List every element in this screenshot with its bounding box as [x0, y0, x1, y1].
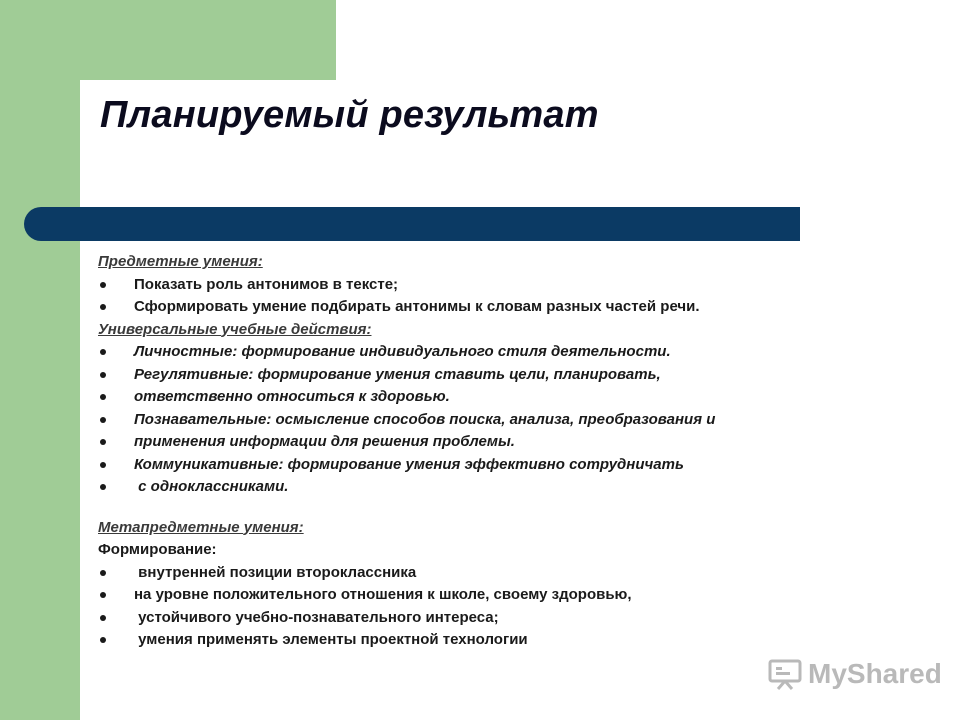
- list-item: на уровне положительного отношения к школе, своему здоровью,: [98, 584, 878, 607]
- list-item: устойчивого учебно-познавательного интереса;: [98, 607, 878, 630]
- list-item: Познавательные: осмысление способов поиска, анализа, преобразования и: [98, 409, 878, 432]
- watermark-text: MyShared: [808, 658, 942, 689]
- meta-skills-heading: Метапредметные умения:: [98, 518, 304, 536]
- list-item: Показать роль антонимов в тексте;: [98, 274, 878, 297]
- list-item: Сформировать умение подбирать антонимы к словам разных частей речи.: [98, 296, 878, 319]
- slide-title: Планируемый результат: [100, 94, 599, 136]
- title-divider-bar: [24, 207, 800, 241]
- list-item: умения применять элементы проектной технологии: [98, 629, 878, 652]
- slide-body: [98, 251, 878, 652]
- list-item: с одноклассниками.: [98, 476, 878, 499]
- background-green-top: [0, 0, 336, 80]
- universal-actions-heading: Универсальные учебные действия:: [98, 320, 372, 338]
- presentation-board-icon: [768, 658, 802, 690]
- watermark-logo: [768, 656, 942, 692]
- list-item: Коммуникативные: формирование умения эффективно сотрудничать: [98, 454, 878, 477]
- list-item: Регулятивные: формирование умения ставить цели, планировать,: [98, 364, 878, 387]
- spacer: [98, 499, 878, 517]
- subject-skills-heading: Предметные умения:: [98, 253, 263, 270]
- meta-intro: Формирование:: [98, 541, 217, 558]
- background-green-left: [0, 0, 80, 720]
- list-item: ответственно относиться к здоровью.: [98, 386, 878, 409]
- list-item: применения информации для решения проблемы.: [98, 431, 878, 454]
- list-item: внутренней позиции второклассника: [98, 562, 878, 585]
- list-item: Личностные: формирование индивидуального стиля деятельности.: [98, 341, 878, 364]
